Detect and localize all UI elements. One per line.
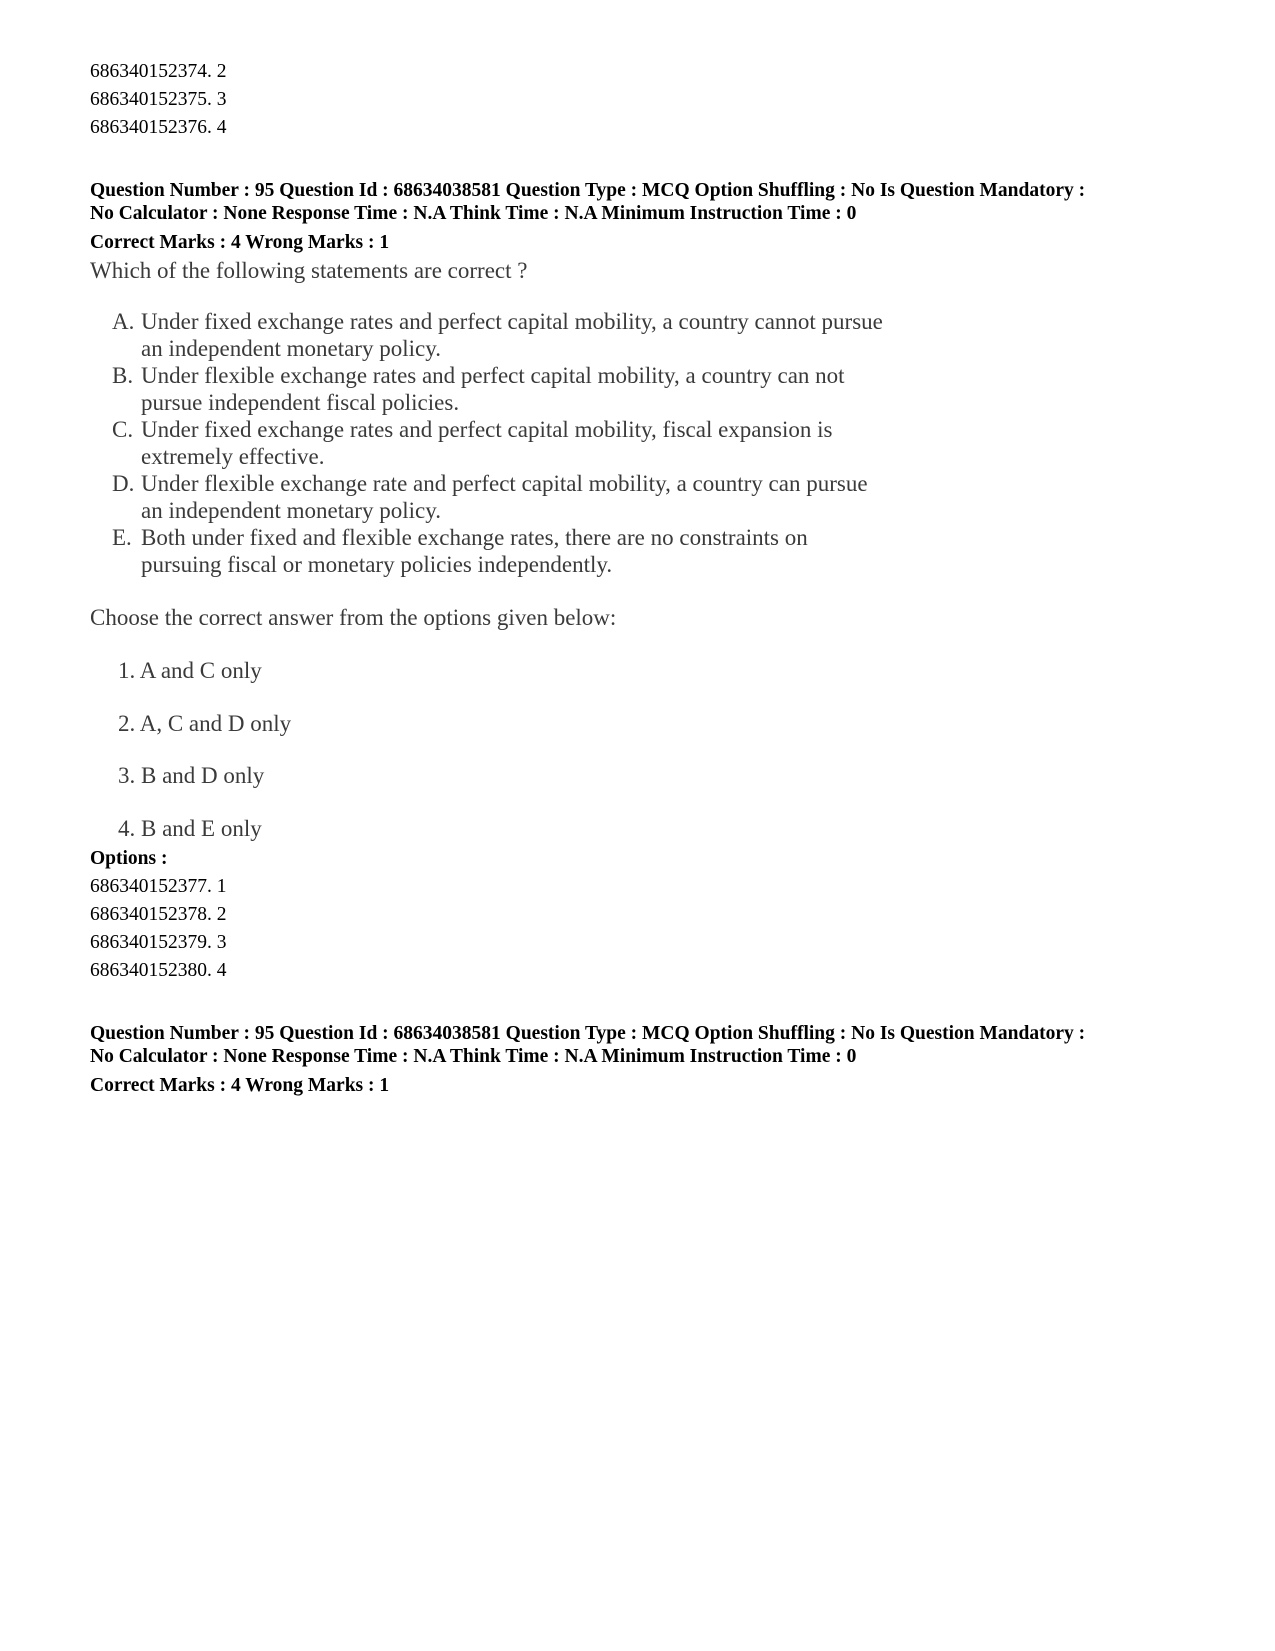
statement-letter: C. <box>112 417 134 442</box>
previous-options-list <box>90 58 1210 142</box>
option-line: 686340152379. 3 <box>90 931 227 953</box>
question-meta <box>90 1022 1210 1068</box>
question-meta-line-1: Question Number : 95 Question Id : 68634038581 Question Type : MCQ Option Shuffling : No Is Question Mandatory : <box>90 1022 1086 1044</box>
question-meta-line-1: Question Number : 95 Question Id : 68634038581 Question Type : MCQ Option Shuffling : No Is Question Mandatory : <box>90 180 1086 201</box>
statement-item <box>112 524 892 578</box>
option-line: 686340152380. 4 <box>90 959 227 981</box>
question-meta-line-2: No Calculator : None Response Time : N.A Think Time : N.A Minimum Instruction Time : 0 <box>90 203 857 224</box>
statement-list <box>90 308 1210 578</box>
question-body <box>90 257 1210 845</box>
option-line: 686340152376. 4 <box>90 117 227 138</box>
options-list <box>90 873 1210 985</box>
question-block <box>90 179 1210 985</box>
answer-choice: 3. B and D only <box>118 763 265 788</box>
option-line: 686340152374. 2 <box>90 61 227 82</box>
choose-instruction: Choose the correct answer from the options given below: <box>90 605 617 630</box>
question-meta <box>90 179 1210 225</box>
option-line: 686340152375. 3 <box>90 89 227 110</box>
answer-choice: 1. A and C only <box>118 658 262 683</box>
answer-choice: 2. A, C and D only <box>118 710 292 736</box>
statement-letter: E. <box>112 525 132 550</box>
statement-text: Under flexible exchange rate and perfect capital mobility, a country can pursue an independent monetary policy. <box>141 471 868 523</box>
statement-letter: D. <box>112 471 135 496</box>
statement-text: Under flexible exchange rates and perfect capital mobility, a country can not pursue independent fiscal policies. <box>141 363 845 415</box>
statement-letter: A. <box>112 309 135 334</box>
question-stem: Which of the following statements are correct ? <box>90 258 528 283</box>
statement-item <box>112 416 892 470</box>
statement-item <box>112 308 892 362</box>
next-question-block <box>90 1022 1210 1100</box>
statement-text: Under fixed exchange rates and perfect capital mobility, fiscal expansion is extremely effective. <box>141 417 833 469</box>
question-marks: Correct Marks : 4 Wrong Marks : 1 <box>90 1074 390 1096</box>
answer-choice: 4. B and E only <box>118 815 262 841</box>
document-page <box>90 58 1210 1100</box>
question-meta-line-2: No Calculator : None Response Time : N.A Think Time : N.A Minimum Instruction Time : 0 <box>90 1045 857 1067</box>
statement-item <box>112 470 892 524</box>
option-line: 686340152378. 2 <box>90 903 227 925</box>
statement-letter: B. <box>112 363 134 388</box>
statement-text: Under fixed exchange rates and perfect capital mobility, a country cannot pursue an independent monetary policy. <box>141 309 883 361</box>
option-line: 686340152377. 1 <box>90 875 227 897</box>
statement-text: Both under fixed and flexible exchange rates, there are no constraints on pursuing fiscal or monetary policies independently. <box>141 525 808 577</box>
question-marks: Correct Marks : 4 Wrong Marks : 1 <box>90 232 390 253</box>
options-label: Options : <box>90 847 168 869</box>
statement-item <box>112 362 892 416</box>
answer-choice-list <box>90 657 1210 845</box>
